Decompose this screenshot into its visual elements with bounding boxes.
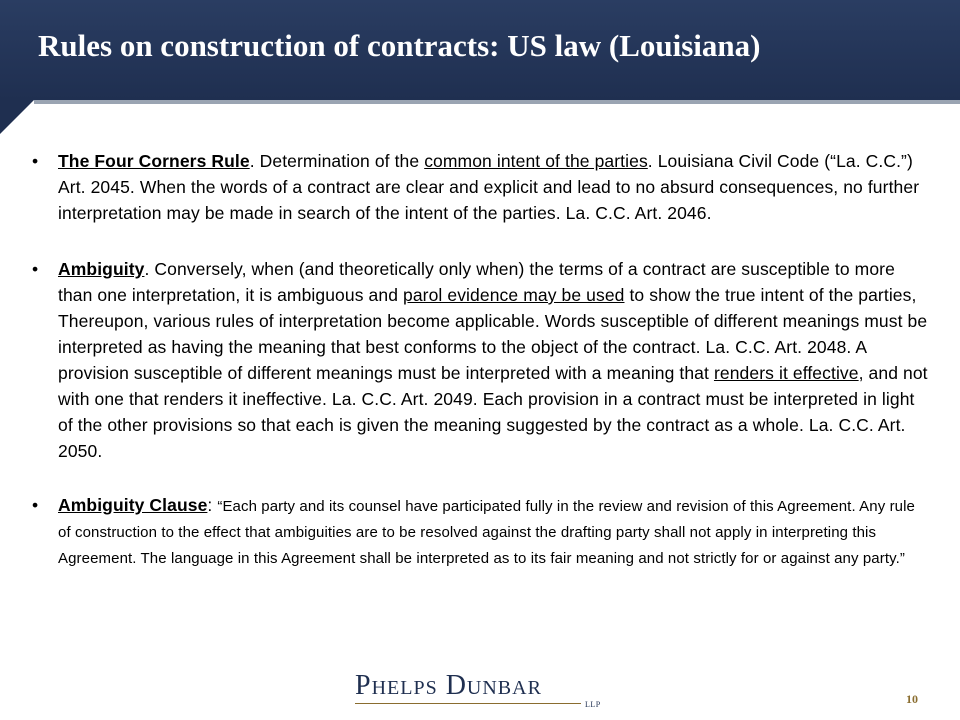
bullet-text (58, 492, 930, 570)
bullet-text-part: , and not with one that renders it ineffective. La. C.C. Art. 2049. Each provision in a contract must be interpreted in light of the other provisions so that each is given the meaning suggested by the contract as a whole. La. C.C. Art. 2050. (58, 363, 928, 461)
title-bar (0, 0, 960, 100)
logo-rule (355, 703, 581, 704)
bullet-heading: Ambiguity (58, 259, 145, 279)
bullet-text (58, 256, 930, 464)
title-bar-notch (0, 100, 34, 134)
clause-quote: “Each party and its counsel have participated fully in the review and revision of this Agreement. Any rule of construction to the effect that ambiguities are to be resolved against the drafting party shall not apply in interpreting this Agreement. The language in this Agreement shall be interpreted as to its fair meaning and not strictly for or against any party.” (58, 498, 915, 567)
bullet-text-part: to show the true intent of the parties, Thereupon, various rules of interpretation become applicable. Words susceptible of different meanings must be interpreted as having the meaning that best conforms to the object of the contract. La. C.C. Art. 2048. A provision susceptible of different meanings must be interpreted with a meaning that (58, 285, 928, 383)
bullet-heading: The Four Corners Rule (58, 151, 250, 171)
bullet-ambiguity (30, 256, 930, 464)
underlined-phrase: renders it effective (713, 363, 859, 383)
logo-suffix: LLP (585, 700, 601, 709)
bullet-marker: • (32, 495, 39, 515)
bullet-four-corners-rule (30, 148, 930, 226)
bullet-text-part: : (207, 495, 218, 515)
bullet-marker: • (32, 151, 39, 171)
bullet-text-part: . Determination of the (249, 151, 425, 171)
phelps-dunbar-logo (355, 670, 601, 709)
page-number: 10 (906, 692, 918, 706)
bullet-ambiguity-clause (30, 492, 930, 570)
bullet-text-part: . Louisiana Civil Code (“La. C.C.”) Art. 2045. When the words of a contract are clear and explicit and lead to no absurd consequences, no further interpretation may be made in search of the intent of the parties. La. C.C. Art. 2046. (58, 151, 920, 223)
slide-title: Rules on construction of contracts: US law (Louisiana) (38, 28, 761, 63)
logo-text: Phelps Dunbar (355, 670, 542, 701)
bullet-text (58, 148, 930, 226)
title-bar-underline (34, 100, 960, 104)
bullet-heading: Ambiguity Clause (58, 495, 208, 515)
underlined-phrase: parol evidence may be used (403, 285, 625, 305)
underlined-phrase: common intent of the parties (424, 151, 648, 171)
slide-content (30, 148, 930, 570)
bullet-text-part: . Conversely, when (and theoretically only when) the terms of a contract are susceptible to more than one interpretation, it is ambiguous and (58, 259, 895, 305)
bullet-marker: • (32, 259, 39, 279)
